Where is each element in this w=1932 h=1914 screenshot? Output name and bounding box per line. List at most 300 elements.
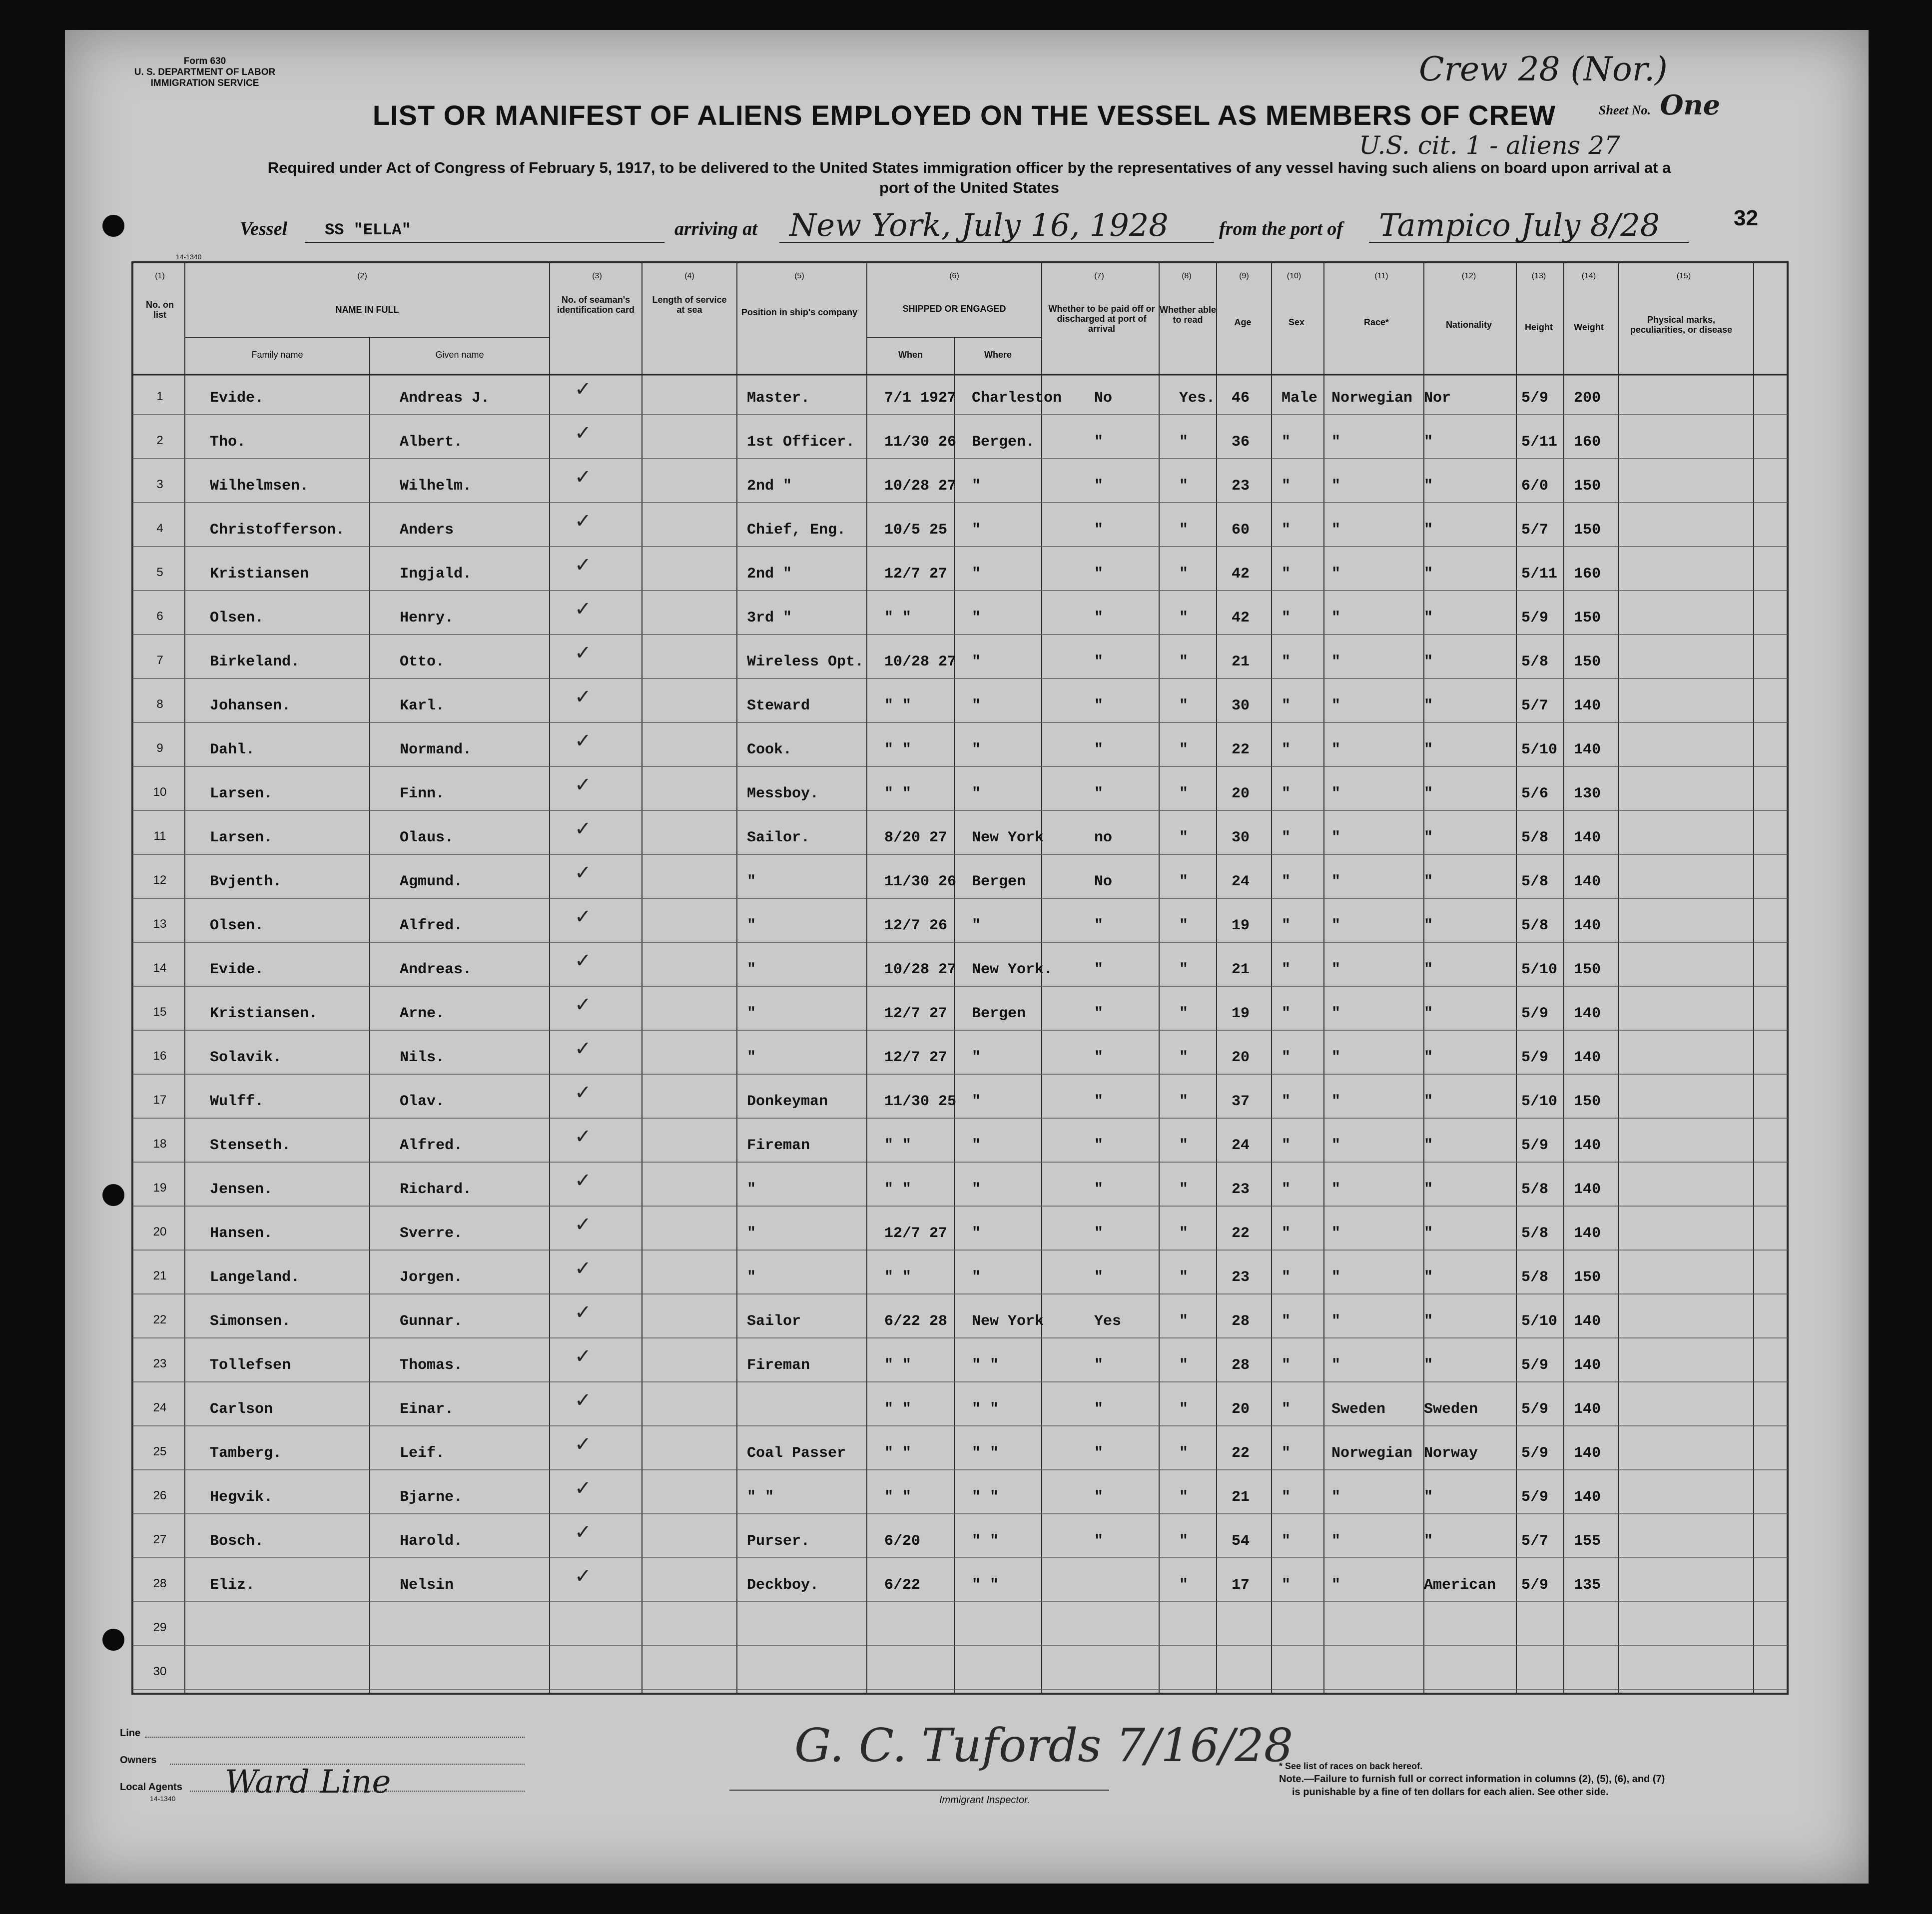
penalty-note-line-2: is punishable by a fine of ten dollars for each alien. See other side. bbox=[1292, 1787, 1609, 1798]
race-cell: " bbox=[1331, 697, 1341, 714]
paid-off-cell: " bbox=[1094, 1137, 1104, 1154]
given-name-cell: Henry. bbox=[400, 610, 454, 627]
family-name-cell: Carlson bbox=[210, 1401, 273, 1418]
height-cell: 5/9 bbox=[1521, 1357, 1549, 1374]
able-read-cell: " bbox=[1179, 1357, 1189, 1374]
table-row bbox=[0, 1562, 1932, 1606]
given-name-cell: Jorgen. bbox=[400, 1269, 463, 1286]
able-read-cell: " bbox=[1179, 961, 1189, 978]
age-cell: 46 bbox=[1232, 390, 1250, 407]
penalty-note bbox=[1279, 1773, 1779, 1799]
race-cell: Sweden bbox=[1331, 1401, 1386, 1418]
where-cell: " bbox=[972, 697, 981, 714]
col-number-15: (15) bbox=[1676, 272, 1691, 280]
position-cell: " bbox=[747, 873, 756, 890]
paid-off-cell: " bbox=[1094, 1049, 1104, 1066]
table-row bbox=[0, 1122, 1932, 1166]
col-number-4: (4) bbox=[684, 272, 694, 280]
weight-cell: 140 bbox=[1574, 1049, 1601, 1066]
table-row bbox=[0, 946, 1932, 990]
height-cell: 5/6 bbox=[1521, 785, 1549, 802]
able-read-cell: Yes. bbox=[1179, 390, 1216, 407]
weight-cell: 150 bbox=[1574, 478, 1601, 495]
table-row bbox=[0, 595, 1932, 638]
race-cell: " bbox=[1331, 1577, 1341, 1594]
col-number-10: (10) bbox=[1287, 272, 1301, 280]
row-number: 8 bbox=[156, 697, 163, 711]
able-read-cell: " bbox=[1179, 873, 1189, 890]
race-cell: " bbox=[1331, 1137, 1341, 1154]
footer-print-code: 14-1340 bbox=[150, 1795, 176, 1803]
position-cell: Messboy. bbox=[747, 785, 819, 802]
able-read-cell: " bbox=[1179, 1225, 1189, 1242]
height-cell: 5/9 bbox=[1521, 1049, 1549, 1066]
header-shipped: SHIPPED OR ENGAGED bbox=[902, 304, 1006, 314]
table-row bbox=[0, 1078, 1932, 1122]
weight-cell: 140 bbox=[1574, 1357, 1601, 1374]
table-row bbox=[0, 770, 1932, 814]
given-name-cell: Nils. bbox=[400, 1049, 445, 1066]
table-row bbox=[0, 1650, 1932, 1694]
where-cell: " bbox=[972, 741, 981, 758]
sex-cell: " bbox=[1282, 1445, 1291, 1462]
position-cell: " bbox=[747, 1225, 756, 1242]
age-cell: 42 bbox=[1232, 610, 1250, 627]
weight-cell: 150 bbox=[1574, 610, 1601, 627]
header-no-on-list: No. on list bbox=[146, 300, 174, 320]
race-cell: " bbox=[1331, 1181, 1341, 1198]
id-card-check: ✓ bbox=[575, 905, 592, 928]
form-number: Form 630 bbox=[183, 56, 226, 66]
where-cell: " bbox=[972, 522, 981, 539]
nationality-cell: " bbox=[1424, 785, 1433, 802]
race-cell: " bbox=[1331, 434, 1341, 451]
when-cell: 11/30 26 bbox=[884, 873, 957, 890]
height-cell: 5/8 bbox=[1521, 829, 1549, 846]
table-row bbox=[0, 419, 1932, 463]
sex-cell: " bbox=[1282, 917, 1291, 934]
able-read-cell: " bbox=[1179, 1577, 1189, 1594]
position-cell: Master. bbox=[747, 390, 810, 407]
position-cell: 1st Officer. bbox=[747, 434, 855, 451]
able-read-cell: " bbox=[1179, 1137, 1189, 1154]
where-cell: Bergen bbox=[972, 873, 1026, 890]
id-card-check: ✓ bbox=[575, 685, 592, 708]
where-cell: " " bbox=[972, 1401, 999, 1418]
nationality-cell: " bbox=[1424, 1005, 1433, 1022]
given-name-cell: Nelsin bbox=[400, 1577, 454, 1594]
from-label: from the port of bbox=[1219, 218, 1343, 239]
able-read-cell: " bbox=[1179, 785, 1189, 802]
able-read-cell: " bbox=[1179, 917, 1189, 934]
age-cell: 20 bbox=[1232, 1049, 1250, 1066]
age-cell: 28 bbox=[1232, 1313, 1250, 1330]
print-code: 14-1340 bbox=[176, 253, 202, 261]
table-row bbox=[0, 1166, 1932, 1210]
id-card-check: ✓ bbox=[575, 1565, 592, 1588]
race-cell: " bbox=[1331, 1357, 1341, 1374]
nationality-cell: " bbox=[1424, 1313, 1433, 1330]
family-name-cell: Stenseth. bbox=[210, 1137, 291, 1154]
height-cell: 5/7 bbox=[1521, 697, 1549, 714]
position-cell: 2nd " bbox=[747, 566, 792, 583]
height-cell: 6/0 bbox=[1521, 478, 1549, 495]
height-cell: 5/9 bbox=[1521, 1577, 1549, 1594]
age-cell: 17 bbox=[1232, 1577, 1250, 1594]
nationality-cell: " bbox=[1424, 961, 1433, 978]
when-cell: 12/7 27 bbox=[884, 1225, 948, 1242]
header-race: Race* bbox=[1363, 317, 1389, 327]
where-cell: " " bbox=[972, 1489, 999, 1506]
family-name-cell: Evide. bbox=[210, 390, 264, 407]
weight-cell: 150 bbox=[1574, 653, 1601, 670]
height-cell: 5/9 bbox=[1521, 1489, 1549, 1506]
nationality-cell: " bbox=[1424, 1181, 1433, 1198]
position-cell: Coal Passer bbox=[747, 1445, 846, 1462]
paid-off-cell: " bbox=[1094, 1357, 1104, 1374]
table-row bbox=[0, 902, 1932, 946]
owners-label: Owners bbox=[120, 1755, 157, 1766]
local-agents-value: Ward Line bbox=[225, 1764, 391, 1801]
when-cell: " " bbox=[884, 741, 912, 758]
row-number: 24 bbox=[153, 1401, 167, 1414]
header-able-read: Whether able to read bbox=[1159, 305, 1217, 325]
paid-off-cell: " bbox=[1094, 566, 1104, 583]
position-cell: " " bbox=[747, 1489, 774, 1506]
nationality-cell: " bbox=[1424, 1137, 1433, 1154]
given-name-cell: Arne. bbox=[400, 1005, 445, 1022]
when-cell: " " bbox=[884, 1181, 912, 1198]
paid-off-cell: " bbox=[1094, 697, 1104, 714]
where-cell: " bbox=[972, 653, 981, 670]
given-name-cell: Olaus. bbox=[400, 829, 454, 846]
able-read-cell: " bbox=[1179, 1313, 1189, 1330]
race-cell: " bbox=[1331, 741, 1341, 758]
line-label: Line bbox=[120, 1728, 141, 1739]
able-read-cell: " bbox=[1179, 741, 1189, 758]
height-cell: 5/10 bbox=[1521, 1093, 1558, 1110]
able-read-cell: " bbox=[1179, 1093, 1189, 1110]
header-name-in-full: NAME IN FULL bbox=[335, 305, 399, 315]
paid-off-cell: " bbox=[1094, 1445, 1104, 1462]
penalty-note-line-1: Note.—Failure to furnish full or correct information in columns (2), (5), (6), and (7) bbox=[1279, 1774, 1665, 1785]
sex-cell: " bbox=[1282, 478, 1291, 495]
height-cell: 5/11 bbox=[1521, 566, 1558, 583]
sheet-label: Sheet No. bbox=[1599, 103, 1651, 117]
nationality-cell: " bbox=[1424, 478, 1433, 495]
col-number-13: (13) bbox=[1531, 272, 1546, 280]
able-read-cell: " bbox=[1179, 1533, 1189, 1550]
nationality-cell: " bbox=[1424, 522, 1433, 539]
age-cell: 37 bbox=[1232, 1093, 1250, 1110]
arriving-value: New York, July 16, 1928 bbox=[789, 207, 1169, 243]
when-cell: 10/28 27 bbox=[884, 478, 957, 495]
given-name-cell: Normand. bbox=[400, 741, 472, 758]
when-cell: " " bbox=[884, 785, 912, 802]
family-name-cell: Evide. bbox=[210, 961, 264, 978]
weight-cell: 140 bbox=[1574, 873, 1601, 890]
when-cell: 10/5 25 bbox=[884, 522, 948, 539]
family-name-cell: Olsen. bbox=[210, 917, 264, 934]
nationality-cell: " bbox=[1424, 610, 1433, 627]
race-cell: " bbox=[1331, 917, 1341, 934]
where-cell: " bbox=[972, 478, 981, 495]
col-number-6: (6) bbox=[949, 272, 959, 280]
position-cell: 3rd " bbox=[747, 610, 792, 627]
table-row bbox=[0, 1386, 1932, 1430]
position-cell: " bbox=[747, 1049, 756, 1066]
nationality-cell: American bbox=[1424, 1577, 1496, 1594]
height-cell: 5/9 bbox=[1521, 390, 1549, 407]
id-card-check: ✓ bbox=[575, 1169, 592, 1192]
arriving-label: arriving at bbox=[674, 218, 757, 239]
crew-note: Crew 28 (Nor.) bbox=[1419, 50, 1668, 88]
race-cell: " bbox=[1331, 566, 1341, 583]
header-given-name: Given name bbox=[435, 350, 484, 360]
header-paid-off: Whether to be paid off or discharged at port of arrival bbox=[1048, 304, 1155, 334]
nationality-cell: " bbox=[1424, 1093, 1433, 1110]
nationality-cell: " bbox=[1424, 566, 1433, 583]
sex-cell: " bbox=[1282, 1269, 1291, 1286]
table-row bbox=[0, 1474, 1932, 1518]
row-number: 29 bbox=[153, 1621, 167, 1634]
given-name-cell: Karl. bbox=[400, 697, 445, 714]
row-number: 2 bbox=[156, 434, 163, 447]
family-name-cell: Hegvik. bbox=[210, 1489, 273, 1506]
position-cell: " bbox=[747, 1181, 756, 1198]
height-cell: 5/10 bbox=[1521, 961, 1558, 978]
given-name-cell: Andreas J. bbox=[400, 390, 490, 407]
sex-cell: " bbox=[1282, 522, 1291, 539]
race-cell: " bbox=[1331, 1533, 1341, 1550]
position-cell: " bbox=[747, 1005, 756, 1022]
id-card-check: ✓ bbox=[575, 1257, 592, 1280]
where-cell: New York bbox=[972, 829, 1044, 846]
col-number-3: (3) bbox=[592, 272, 602, 280]
subtitle-line-2: port of the United States bbox=[879, 179, 1059, 196]
height-cell: 5/9 bbox=[1521, 1005, 1549, 1022]
id-card-check: ✓ bbox=[575, 993, 592, 1016]
position-cell: Deckboy. bbox=[747, 1577, 819, 1594]
id-card-check: ✓ bbox=[575, 1125, 592, 1148]
id-card-check: ✓ bbox=[575, 773, 592, 796]
header-id-card: No. of seaman's identification card bbox=[557, 295, 635, 315]
paid-off-cell: " bbox=[1094, 610, 1104, 627]
inspector-signature: G. C. Tufords 7/16/28 bbox=[794, 1719, 1293, 1772]
where-cell: New York bbox=[972, 1313, 1044, 1330]
sex-cell: " bbox=[1282, 1005, 1291, 1022]
row-number: 10 bbox=[153, 785, 167, 799]
family-name-cell: Dahl. bbox=[210, 741, 255, 758]
able-read-cell: " bbox=[1179, 566, 1189, 583]
race-cell: " bbox=[1331, 785, 1341, 802]
given-name-cell: Alfred. bbox=[400, 1137, 463, 1154]
weight-cell: 160 bbox=[1574, 434, 1601, 451]
col-number-9: (9) bbox=[1239, 272, 1249, 280]
header-position: Position in ship's company bbox=[741, 307, 858, 317]
able-read-cell: " bbox=[1179, 653, 1189, 670]
row-number: 9 bbox=[156, 741, 163, 755]
given-name-cell: Einar. bbox=[400, 1401, 454, 1418]
sex-cell: " bbox=[1282, 785, 1291, 802]
page-title: LIST OR MANIFEST OF ALIENS EMPLOYED ON THE VESSEL AS MEMBERS OF CREW bbox=[372, 99, 1556, 131]
table-row bbox=[0, 1034, 1932, 1078]
age-cell: 42 bbox=[1232, 566, 1250, 583]
height-cell: 5/8 bbox=[1521, 653, 1549, 670]
race-cell: " bbox=[1331, 653, 1341, 670]
age-cell: 36 bbox=[1232, 434, 1250, 451]
where-cell: " bbox=[972, 566, 981, 583]
weight-cell: 200 bbox=[1574, 390, 1601, 407]
nationality-cell: Norway bbox=[1424, 1445, 1478, 1462]
header-height: Height bbox=[1525, 322, 1553, 332]
id-card-check: ✓ bbox=[575, 598, 592, 621]
where-cell: " " bbox=[972, 1357, 999, 1374]
race-cell: " bbox=[1331, 522, 1341, 539]
height-cell: 5/9 bbox=[1521, 1445, 1549, 1462]
subtitle-line-1: Required under Act of Congress of February 5, 1917, to be delivered to the United States immigration officer by the representatives of any vessel having such aliens on board upon arrival at a bbox=[267, 159, 1671, 176]
given-name-cell: Andreas. bbox=[400, 961, 472, 978]
paid-off-cell: " bbox=[1094, 1093, 1104, 1110]
row-number: 23 bbox=[153, 1357, 167, 1370]
paid-off-cell: " bbox=[1094, 653, 1104, 670]
sex-cell: " bbox=[1282, 1181, 1291, 1198]
table-row bbox=[0, 858, 1932, 902]
given-name-cell: Agmund. bbox=[400, 873, 463, 890]
paid-off-cell: " bbox=[1094, 434, 1104, 451]
family-name-cell: Birkeland. bbox=[210, 653, 300, 670]
where-cell: " bbox=[972, 610, 981, 627]
when-cell: " " bbox=[884, 1445, 912, 1462]
family-name-cell: Christofferson. bbox=[210, 522, 345, 539]
given-name-cell: Olav. bbox=[400, 1093, 445, 1110]
weight-cell: 140 bbox=[1574, 697, 1601, 714]
when-cell: 6/22 bbox=[884, 1577, 921, 1594]
header-age: Age bbox=[1234, 317, 1252, 327]
id-card-check: ✓ bbox=[575, 949, 592, 972]
header-nationality: Nationality bbox=[1445, 320, 1492, 330]
row-number: 26 bbox=[153, 1489, 167, 1502]
sex-cell: " bbox=[1282, 1049, 1291, 1066]
header-weight: Weight bbox=[1574, 322, 1604, 332]
nationality-cell: " bbox=[1424, 873, 1433, 890]
able-read-cell: " bbox=[1179, 1005, 1189, 1022]
table-row bbox=[0, 814, 1932, 858]
position-cell: " bbox=[747, 917, 756, 934]
sex-cell: " bbox=[1282, 1357, 1291, 1374]
weight-cell: 140 bbox=[1574, 1181, 1601, 1198]
weight-cell: 140 bbox=[1574, 1313, 1601, 1330]
weight-cell: 160 bbox=[1574, 566, 1601, 583]
local-agents-label: Local Agents bbox=[120, 1782, 182, 1793]
when-cell: " " bbox=[884, 1489, 912, 1506]
age-cell: 23 bbox=[1232, 1269, 1250, 1286]
where-cell: " bbox=[972, 1093, 981, 1110]
id-card-check: ✓ bbox=[575, 861, 592, 884]
able-read-cell: " bbox=[1179, 522, 1189, 539]
where-cell: " bbox=[972, 917, 981, 934]
vessel-label: Vessel bbox=[240, 218, 287, 239]
weight-cell: 140 bbox=[1574, 1005, 1601, 1022]
paid-off-cell: " bbox=[1094, 522, 1104, 539]
sex-cell: " bbox=[1282, 1577, 1291, 1594]
row-number: 12 bbox=[153, 873, 167, 887]
table-row bbox=[0, 682, 1932, 726]
row-number: 1 bbox=[156, 390, 163, 403]
where-cell: " " bbox=[972, 1577, 999, 1594]
family-name-cell: Bvjenth. bbox=[210, 873, 282, 890]
table-row bbox=[0, 507, 1932, 551]
vessel-value: SS "ELLA" bbox=[325, 221, 411, 239]
table-row bbox=[0, 1606, 1932, 1650]
age-cell: 20 bbox=[1232, 1401, 1250, 1418]
race-cell: " bbox=[1331, 829, 1341, 846]
height-cell: 5/10 bbox=[1521, 741, 1558, 758]
position-cell: Wireless Opt. bbox=[747, 653, 864, 670]
where-cell: Bergen bbox=[972, 1005, 1026, 1022]
race-cell: " bbox=[1331, 1225, 1341, 1242]
age-cell: 30 bbox=[1232, 829, 1250, 846]
table-row bbox=[0, 463, 1932, 507]
age-cell: 60 bbox=[1232, 522, 1250, 539]
where-cell: New York. bbox=[972, 961, 1053, 978]
paid-off-cell: " bbox=[1094, 785, 1104, 802]
weight-cell: 150 bbox=[1574, 961, 1601, 978]
nationality-cell: " bbox=[1424, 829, 1433, 846]
row-number: 3 bbox=[156, 478, 163, 491]
row-number: 27 bbox=[153, 1533, 167, 1546]
paid-off-cell: no bbox=[1094, 829, 1113, 846]
id-card-check: ✓ bbox=[575, 422, 592, 445]
when-cell: 12/7 27 bbox=[884, 566, 948, 583]
id-card-check: ✓ bbox=[575, 1081, 592, 1104]
where-cell: " bbox=[972, 1137, 981, 1154]
row-number: 21 bbox=[153, 1269, 167, 1282]
height-cell: 5/9 bbox=[1521, 1137, 1549, 1154]
able-read-cell: " bbox=[1179, 1049, 1189, 1066]
from-value: Tampico July 8/28 bbox=[1379, 207, 1660, 243]
when-cell: 11/30 26 bbox=[884, 434, 957, 451]
height-cell: 5/9 bbox=[1521, 610, 1549, 627]
sex-cell: " bbox=[1282, 697, 1291, 714]
family-name-cell: Tho. bbox=[210, 434, 246, 451]
family-name-cell: Wilhelmsen. bbox=[210, 478, 309, 495]
sex-cell: " bbox=[1282, 1489, 1291, 1506]
family-name-cell: Kristiansen bbox=[210, 566, 309, 583]
age-cell: 22 bbox=[1232, 741, 1250, 758]
age-cell: 19 bbox=[1232, 917, 1250, 934]
height-cell: 5/7 bbox=[1521, 522, 1549, 539]
id-card-check: ✓ bbox=[575, 1433, 592, 1456]
row-number: 20 bbox=[153, 1225, 167, 1239]
weight-cell: 140 bbox=[1574, 741, 1601, 758]
family-name-cell: Tollefsen bbox=[210, 1357, 291, 1374]
age-cell: 22 bbox=[1232, 1225, 1250, 1242]
family-name-cell: Solavik. bbox=[210, 1049, 282, 1066]
able-read-cell: " bbox=[1179, 697, 1189, 714]
position-cell: Fireman bbox=[747, 1357, 810, 1374]
given-name-cell: Gunnar. bbox=[400, 1313, 463, 1330]
row-number: 7 bbox=[156, 653, 163, 667]
table-row bbox=[0, 1430, 1932, 1474]
nationality-cell: Nor bbox=[1424, 390, 1451, 407]
header-physical: Physical marks, peculiarities, or disease bbox=[1630, 315, 1733, 335]
position-cell: Chief, Eng. bbox=[747, 522, 846, 539]
weight-cell: 150 bbox=[1574, 1093, 1601, 1110]
weight-cell: 150 bbox=[1574, 1269, 1601, 1286]
able-read-cell: " bbox=[1179, 1489, 1189, 1506]
weight-cell: 140 bbox=[1574, 1401, 1601, 1418]
